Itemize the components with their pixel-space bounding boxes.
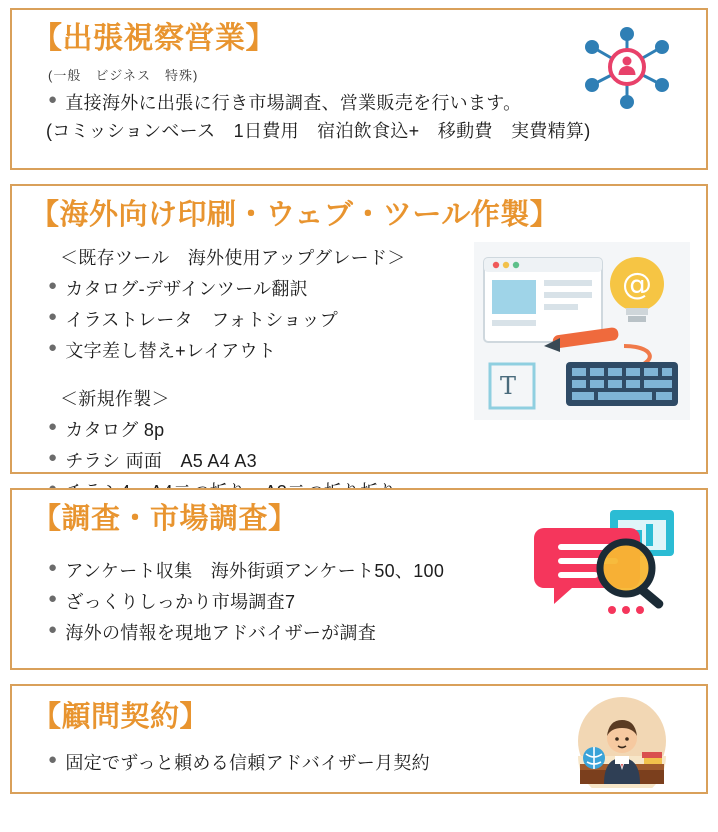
section-card-print-web-tool (10, 184, 708, 474)
network-nodes-icon (572, 22, 682, 112)
list-item-label: アンケート収集 海外街頭アンケート50、100 (65, 560, 445, 581)
section-card-business-trip (10, 8, 708, 170)
bullet-dot: ● (48, 91, 58, 108)
list-item-label: イラストレータ フォトショップ (65, 309, 339, 330)
list-item-label: 固定でずっと頼める信頼アドバイザー月契約 (65, 752, 430, 773)
section-tags: (一般 ビジネス 特殊) (48, 68, 199, 83)
list-item-label: カタログ 8p (65, 419, 165, 440)
survey-magnifier-illustration (534, 506, 684, 626)
group-heading: ＜新規作製＞ (60, 388, 170, 409)
bullet-dot: ● (48, 620, 58, 638)
web-design-illustration (474, 242, 690, 420)
group-heading: ＜既存ツール 海外使用アップグレード＞ (60, 247, 406, 268)
bullet-dot: ● (48, 558, 58, 576)
section-card-advisory-contract (10, 684, 708, 794)
list-item (48, 447, 692, 473)
list-item-label: 海外の情報を現地アドバイザーが調査 (65, 622, 377, 643)
bullet-dot: ● (48, 276, 58, 294)
list-item-label: ざっくりしっかり市場調査7 (65, 591, 296, 612)
section-title: 【海外向け印刷・ウェブ・ツール作製】 (30, 199, 560, 231)
bullet-dot: ● (48, 417, 58, 435)
list-item-label: チラシ 両面 A5 A4 A3 (65, 450, 257, 471)
bullet-dot: ● (48, 589, 58, 607)
bullet-dot: ● (48, 448, 58, 466)
svg-text:T: T (500, 372, 517, 400)
advisor-person-illustration (574, 694, 670, 788)
bullet-text: 直接海外に出張に行き市場調査、営業販売を行います。 (65, 93, 522, 113)
section-title: 【調査・市場調査】 (32, 503, 298, 535)
section-note: (コミッションベース 1日費用 宿泊飲食込+ 移動費 実費精算) (46, 121, 591, 141)
list-item-label: 文字差し替え+レイアウト (65, 340, 277, 361)
svg-text:@: @ (622, 267, 652, 302)
section-title: 【顧問契約】 (32, 701, 210, 733)
list-item-label: カタログ-デザインツール翻訳 (65, 278, 308, 299)
bullet-dot: ● (48, 750, 58, 768)
bullet-dot: ● (48, 338, 58, 356)
section-card-market-research (10, 488, 708, 670)
bullet-dot: ● (48, 307, 58, 325)
section-title: 【出張視察営業】 (32, 22, 276, 55)
